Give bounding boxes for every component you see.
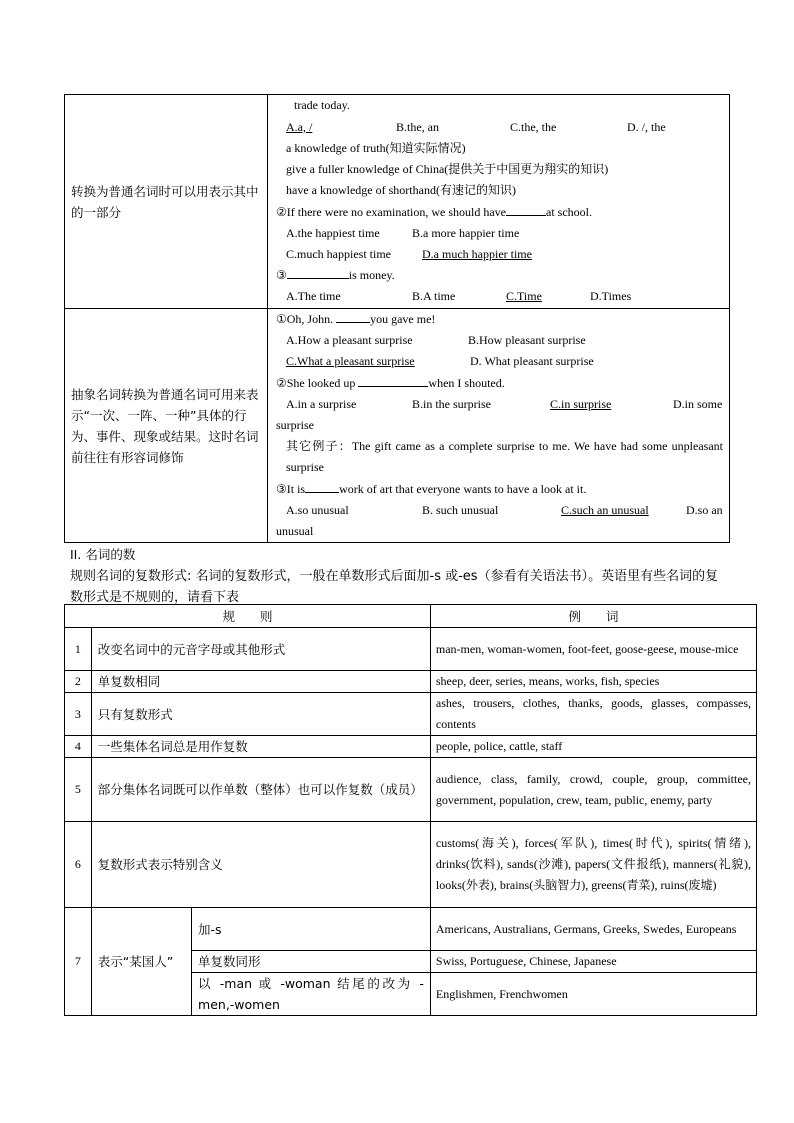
answer-blank bbox=[358, 375, 428, 387]
row-example: man-men, woman-women, foot-feet, goose-geese, mouse-mice bbox=[430, 628, 756, 671]
option-d: D.in some bbox=[673, 396, 723, 411]
row-rule: 改变名词中的元音字母或其他形式 bbox=[91, 628, 430, 671]
option-b: B.a more happier time bbox=[412, 225, 520, 240]
row-example: people, police, cattle, staff bbox=[430, 736, 756, 758]
usage-description: 抽象名词转换为普通名词可用来表示“一次、一阵、一种”具体的行为、事件、现象或结果。这时名词前往往有形容词修饰 bbox=[65, 309, 268, 543]
row-example: sheep, deer, series, means, works, fish, species bbox=[430, 671, 756, 693]
option-c: C.Time bbox=[506, 289, 542, 304]
example-line: a knowledge of truth(知道实际情况) bbox=[286, 140, 466, 155]
examples-cell bbox=[268, 309, 730, 543]
plural-forms-table bbox=[64, 604, 757, 1016]
sub-rule: 以 -man 或 -woman 结尾的改为 -men,-women bbox=[192, 973, 431, 1016]
row-example: audience, class, family, crowd, couple, group, committee, government, population, crew, team, public, enemy, party bbox=[430, 758, 756, 822]
section-rule-text: 规则名词的复数形式: 名词的复数形式，一般在单数形式后面加-s 或-es（参看有关语法书）。英语里有些名词的复数形式是不规则的，请看下表 bbox=[70, 569, 719, 605]
option-line bbox=[276, 394, 729, 415]
header-rule: 规 则 bbox=[65, 605, 431, 628]
question-text: ②If there were no examination, we should have bbox=[276, 204, 507, 219]
example-line: give a fuller knowledge of China(提供关于中国更为翔实的知识) bbox=[286, 162, 609, 177]
other-label: 其它例子： bbox=[286, 439, 352, 454]
article-usage-table bbox=[64, 94, 730, 543]
question-text: ③ bbox=[276, 268, 287, 283]
option-line bbox=[276, 500, 729, 521]
option-b: B.A time bbox=[412, 289, 456, 304]
question-line bbox=[276, 309, 729, 330]
option-c: C.What a pleasant surprise bbox=[286, 354, 415, 369]
option-c: C.such an unusual bbox=[561, 502, 649, 517]
question-text: ①Oh, John. bbox=[276, 312, 334, 326]
option-d: D. What pleasant surprise bbox=[470, 354, 594, 369]
option-d: D.a much happier time bbox=[422, 246, 532, 261]
question-text: at school. bbox=[546, 204, 593, 219]
option-a: A.the happiest time bbox=[286, 225, 380, 240]
option-a: A.How a pleasant surprise bbox=[286, 333, 413, 348]
option-c: C.in surprise bbox=[550, 396, 612, 411]
table-row bbox=[65, 628, 757, 671]
option-b: B.in the surprise bbox=[412, 396, 491, 411]
sub-rule: 加-s bbox=[192, 908, 431, 951]
option-line bbox=[276, 223, 729, 244]
row-number: 1 bbox=[65, 628, 92, 671]
table-row bbox=[65, 908, 757, 951]
option-a: A.The time bbox=[286, 289, 341, 304]
option-line bbox=[276, 117, 729, 138]
row-rule: 复数形式表示特别含义 bbox=[91, 822, 430, 908]
examples-cell bbox=[268, 95, 730, 309]
row-example: Swiss, Portuguese, Chinese, Japanese bbox=[430, 951, 756, 973]
question-line bbox=[276, 479, 729, 500]
row-number: 7 bbox=[65, 908, 92, 1016]
question-text: ②She looked up bbox=[276, 375, 356, 390]
row-rule: 只有复数形式 bbox=[91, 693, 430, 736]
option-d: D.Times bbox=[590, 289, 632, 304]
option-line bbox=[276, 351, 729, 372]
option-a: A.in a surprise bbox=[286, 396, 357, 411]
row-number: 4 bbox=[65, 736, 92, 758]
question-text: is money. bbox=[348, 268, 395, 283]
row-number: 6 bbox=[65, 822, 92, 908]
option-wrap: surprise bbox=[276, 418, 314, 433]
row-number: 2 bbox=[65, 671, 92, 693]
table-row bbox=[65, 758, 757, 822]
question-line bbox=[276, 265, 729, 286]
usage-description: 转换为普通名词时可以用表示其中的一部分 bbox=[65, 95, 268, 309]
question-line bbox=[276, 202, 729, 223]
table-row bbox=[65, 736, 757, 758]
sub-rule: 单复数同形 bbox=[192, 951, 431, 973]
section-heading: II. 名词的数 bbox=[70, 547, 136, 562]
option-c: C.much happiest time bbox=[286, 246, 391, 261]
row-number: 5 bbox=[65, 758, 92, 822]
option-c: C.the, the bbox=[510, 119, 557, 134]
row-example: Englishmen, Frenchwomen bbox=[430, 973, 756, 1016]
option-b: B. such unusual bbox=[422, 502, 499, 517]
question-text: work of art that everyone wants to have a look at it. bbox=[339, 481, 587, 496]
table-row bbox=[65, 671, 757, 693]
option-wrap: unusual bbox=[276, 524, 314, 539]
question-text: ③It is bbox=[276, 481, 306, 496]
question-text: when I shouted. bbox=[428, 375, 505, 390]
answer-blank bbox=[336, 311, 370, 323]
other-example bbox=[276, 436, 729, 478]
option-a: A.so unusual bbox=[286, 502, 349, 517]
option-line bbox=[276, 330, 729, 351]
other-text: The gift came as a complete surprise to me. We have had some unpleasant surprise bbox=[286, 439, 723, 475]
row-number: 3 bbox=[65, 693, 92, 736]
row-rule: 部分集体名词既可以作单数（整体）也可以作复数（成员） bbox=[91, 758, 430, 822]
row-rule: 表示“某国人” bbox=[91, 908, 191, 1016]
answer-blank bbox=[305, 481, 339, 493]
option-b: B.the, an bbox=[396, 119, 439, 134]
example-line: trade today. bbox=[294, 98, 350, 113]
option-b: B.How pleasant surprise bbox=[468, 333, 586, 348]
answer-blank bbox=[287, 267, 349, 279]
option-line bbox=[276, 286, 729, 307]
question-text: you gave me! bbox=[370, 312, 436, 326]
option-d: D. /, the bbox=[627, 119, 666, 134]
answer-blank bbox=[506, 204, 546, 216]
question-line bbox=[276, 373, 729, 394]
option-a: A.a, / bbox=[286, 119, 313, 134]
example-line: have a knowledge of shorthand(有速记的知识) bbox=[286, 183, 516, 198]
table-header-row bbox=[65, 605, 757, 628]
table-row bbox=[65, 822, 757, 908]
row-example: ashes, trousers, clothes, thanks, goods, glasses, compasses, contents bbox=[430, 693, 756, 736]
row-rule: 单复数相同 bbox=[91, 671, 430, 693]
row-example: customs(海关), forces(军队), times(时代), spirits(情绪), drinks(饮料), sands(沙滩), papers(文件报纸), manners(礼貌), looks(外表), brains(头脑智力), greens(青菜), ruins(废墟) bbox=[430, 822, 756, 908]
header-example: 例 词 bbox=[430, 605, 756, 628]
row-rule: 一些集体名词总是用作复数 bbox=[91, 736, 430, 758]
table-row bbox=[65, 693, 757, 736]
row-example: Americans, Australians, Germans, Greeks, Swedes, Europeans bbox=[430, 908, 756, 951]
option-line bbox=[276, 244, 729, 265]
option-d: D.so an bbox=[686, 502, 723, 517]
